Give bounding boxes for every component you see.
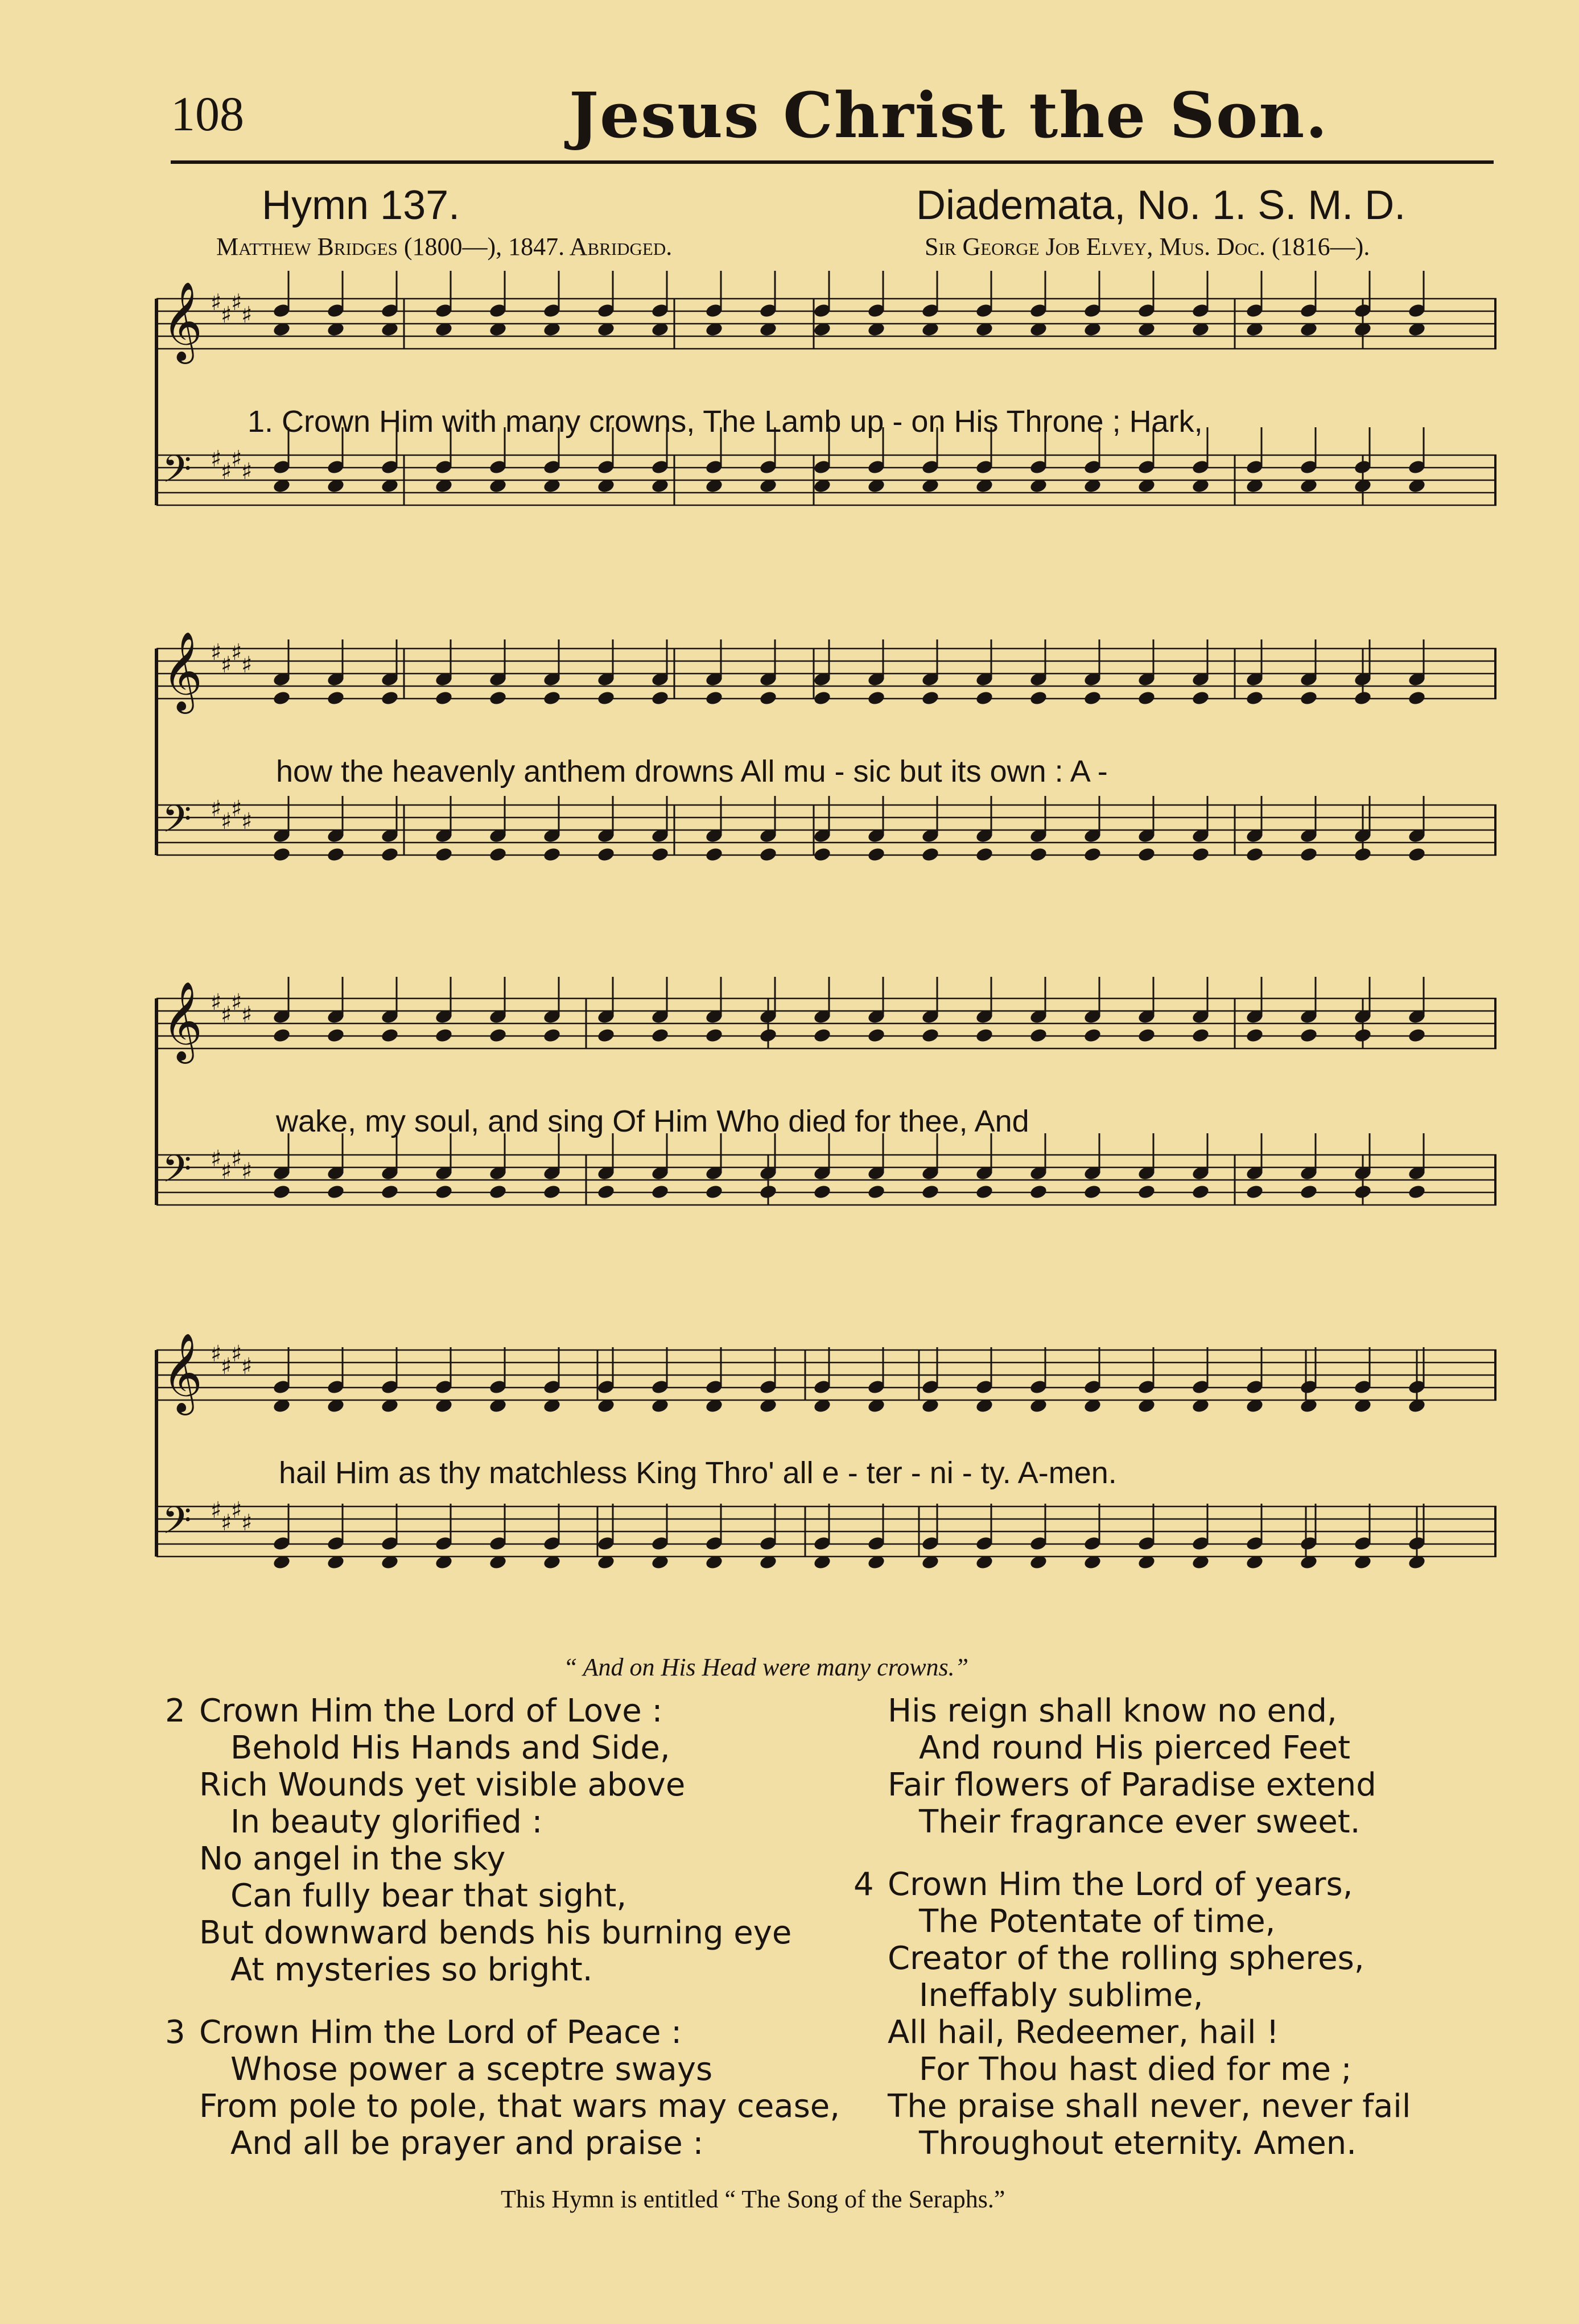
note-head [1083, 1027, 1102, 1043]
note-head [1245, 847, 1264, 862]
note-head [650, 690, 669, 706]
verse-line: Ineffably sublime, [919, 1977, 1203, 2014]
note-head [272, 847, 291, 862]
sharp-icon: ♯ [221, 1158, 232, 1184]
sharp-icon: ♯ [221, 652, 232, 678]
note-head [1137, 1184, 1156, 1200]
footer-note: This Hymn is entitled “ The Song of the Seraphs.” [501, 2185, 1005, 2213]
note-head [542, 1184, 561, 1200]
note-head [1353, 1027, 1372, 1043]
note-head [1083, 1184, 1102, 1200]
bass-clef-icon: 𝄢 [162, 797, 192, 850]
verse-line: At mysteries so bright. [230, 1951, 593, 1988]
note-head [650, 847, 669, 862]
treble-clef-icon: 𝄞 [162, 1333, 203, 1412]
note-head [975, 1027, 993, 1043]
sharp-icon: ♯ [231, 446, 242, 472]
note-head [813, 1027, 831, 1043]
scripture-caption: “ And on His Head were many crowns.” [563, 1653, 969, 1681]
note-head [1191, 1184, 1210, 1200]
note-head [704, 690, 723, 706]
verse-4 [854, 1866, 1411, 2162]
note-head [758, 847, 777, 862]
note-head [380, 847, 399, 862]
page-number: 108 [171, 86, 244, 141]
note-head [272, 1027, 291, 1043]
sharp-icon: ♯ [231, 1146, 242, 1172]
verse-line: And round His pierced Feet [919, 1729, 1351, 1766]
note-head [434, 1184, 453, 1200]
bass-clef-icon: 𝄢 [162, 447, 192, 500]
note-head [1299, 847, 1318, 862]
sharp-icon: ♯ [221, 1002, 232, 1028]
verse-number: 3 [165, 2014, 185, 2051]
note-head [380, 1184, 399, 1200]
sharp-icon: ♯ [211, 989, 222, 1016]
note-head [1299, 1027, 1318, 1043]
note-head [542, 1027, 561, 1043]
note-head [921, 847, 939, 862]
sharp-icon: ♯ [211, 446, 222, 472]
verse-line: Creator of the rolling spheres, [888, 1940, 1364, 1977]
note-head [758, 690, 777, 706]
note-head [975, 1184, 993, 1200]
verse-line: Their fragrance ever sweet. [919, 1803, 1361, 1840]
sharp-icon: ♯ [221, 302, 232, 328]
sharp-icon: ♯ [241, 1158, 253, 1184]
verse-line: All hail, Redeemer, hail ! [888, 2014, 1279, 2051]
note-head [1299, 1184, 1318, 1200]
verse-line: Crown Him the Lord of Love : [199, 1693, 663, 1729]
verse-line: Fair flowers of Paradise extend [888, 1766, 1376, 1803]
verse-line: Crown Him the Lord of Peace : [199, 2014, 682, 2051]
note-head [1191, 690, 1210, 706]
sharp-icon: ♯ [211, 1341, 222, 1367]
note-head [596, 847, 615, 862]
note-head [1029, 1027, 1048, 1043]
note-head [1083, 847, 1102, 862]
sharp-icon: ♯ [241, 652, 253, 678]
note-head [1245, 1027, 1264, 1043]
verse-line: The praise shall never, never fail [888, 2088, 1411, 2125]
note-head [1353, 1184, 1372, 1200]
bass-clef-icon: 𝄢 [162, 1147, 192, 1200]
note-head [326, 847, 345, 862]
note-head [434, 1027, 453, 1043]
hymn-number: Hymn 137. [262, 183, 460, 228]
note-head [1083, 690, 1102, 706]
note-head [1137, 1027, 1156, 1043]
note-head [1137, 847, 1156, 862]
note-head [596, 1184, 615, 1200]
sharp-icon: ♯ [241, 302, 253, 328]
note-head [650, 1027, 669, 1043]
note-head [596, 1027, 615, 1043]
tune-name: Diademata, No. 1. S. M. D. [916, 183, 1406, 228]
note-head [704, 1027, 723, 1043]
verse-line: For Thou hast died for me ; [919, 2051, 1352, 2088]
verse-line: Throughout eternity. Amen. [919, 2125, 1357, 2162]
note-head [867, 1184, 885, 1200]
header-rule [171, 160, 1494, 164]
verse-3-continued [888, 1693, 1376, 1840]
verse-line: Behold His Hands and Side, [230, 1729, 670, 1766]
note-head [921, 690, 939, 706]
note-head [975, 690, 993, 706]
verse-line: Can fully bear that sight, [230, 1877, 627, 1914]
treble-clef-icon: 𝄞 [162, 282, 203, 361]
sharp-icon: ♯ [211, 1146, 222, 1172]
note-head [326, 1027, 345, 1043]
bass-clef-icon: 𝄢 [162, 1499, 192, 1551]
note-head [1407, 690, 1426, 706]
note-head [326, 690, 345, 706]
note-head [488, 847, 507, 862]
verse-line: His reign shall know no end, [888, 1693, 1337, 1729]
note-head [921, 1027, 939, 1043]
note-head [596, 690, 615, 706]
note-head [488, 690, 507, 706]
verse-line: Rich Wounds yet visible above [199, 1766, 686, 1803]
note-head [813, 1184, 831, 1200]
note-head [542, 847, 561, 862]
sharp-icon: ♯ [231, 639, 242, 666]
verse-line: The Potentate of time, [919, 1903, 1276, 1940]
note-head [272, 1184, 291, 1200]
note-head [1407, 847, 1426, 862]
note-head [1029, 847, 1048, 862]
note-head [704, 847, 723, 862]
note-head [434, 847, 453, 862]
treble-clef-icon: 𝄞 [162, 631, 203, 711]
sharp-icon: ♯ [241, 459, 253, 485]
sharp-icon: ♯ [231, 989, 242, 1016]
note-head [326, 1184, 345, 1200]
note-head [1191, 1027, 1210, 1043]
tune-composer: Sir George Job Elvey, Mus. Doc. (1816—). [925, 233, 1370, 261]
note-head [1245, 1184, 1264, 1200]
note-head [1353, 847, 1372, 862]
sharp-icon: ♯ [241, 1510, 253, 1536]
note-head [1029, 1184, 1048, 1200]
sharp-icon: ♯ [221, 1510, 232, 1536]
treble-clef-icon: 𝄞 [162, 981, 203, 1060]
sharp-icon: ♯ [221, 808, 232, 835]
note-head [1299, 690, 1318, 706]
note-head [1029, 690, 1048, 706]
note-head [704, 1184, 723, 1200]
verse-line: And all be prayer and praise : [230, 2125, 704, 2162]
sharp-icon: ♯ [231, 1497, 242, 1524]
verse-line: But downward bends his burning eye [199, 1914, 792, 1951]
verse-line: From pole to pole, that wars may cease, [199, 2088, 840, 2125]
hymn-author: Matthew Bridges (1800—), 1847. Abridged. [216, 233, 673, 261]
sharp-icon: ♯ [211, 639, 222, 666]
sharp-icon: ♯ [211, 290, 222, 316]
note-head [813, 690, 831, 706]
lyric-line-4: hail Him as thy matchless King Thro' all e - ter - ni - ty. A-men. [279, 1456, 1117, 1490]
music-score [142, 267, 1496, 1644]
note-head [272, 690, 291, 706]
lyric-line-3: wake, my soul, and sing Of Him Who died for thee, And [276, 1104, 1029, 1138]
note-head [758, 1027, 777, 1043]
verse-line: No angel in the sky [199, 1840, 506, 1877]
note-head [1353, 690, 1372, 706]
note-head [1245, 690, 1264, 706]
verse-3 [165, 2014, 840, 2162]
verse-2 [165, 1693, 792, 1988]
note-head [380, 690, 399, 706]
note-head [758, 1184, 777, 1200]
note-head [1407, 1027, 1426, 1043]
sharp-icon: ♯ [241, 808, 253, 835]
lyric-line-1: 1. Crown Him with many crowns, The Lamb up - on His Throne ; Hark, [248, 404, 1203, 439]
sharp-icon: ♯ [231, 1341, 242, 1367]
sharp-icon: ♯ [211, 796, 222, 822]
note-head [488, 1184, 507, 1200]
verse-number: 2 [165, 1693, 185, 1729]
verse-line: Crown Him the Lord of years, [888, 1866, 1353, 1903]
note-head [650, 1184, 669, 1200]
sharp-icon: ♯ [231, 290, 242, 316]
note-head [542, 690, 561, 706]
note-head [813, 847, 831, 862]
note-head [488, 1027, 507, 1043]
verse-line: In beauty glorified : [230, 1803, 543, 1840]
note-head [921, 1184, 939, 1200]
sharp-icon: ♯ [241, 1353, 253, 1380]
note-head [380, 1027, 399, 1043]
sharp-icon: ♯ [241, 1002, 253, 1028]
sharp-icon: ♯ [221, 459, 232, 485]
note-head [1137, 690, 1156, 706]
note-head [867, 1027, 885, 1043]
note-head [867, 847, 885, 862]
running-title: Jesus Christ the Son. [569, 79, 1329, 152]
note-head [1191, 847, 1210, 862]
note-head [434, 690, 453, 706]
verse-line: Whose power a sceptre sways [230, 2051, 713, 2088]
note-head [975, 847, 993, 862]
note-head [867, 690, 885, 706]
verse-number: 4 [854, 1866, 874, 1903]
sharp-icon: ♯ [221, 1353, 232, 1380]
sharp-icon: ♯ [231, 796, 242, 822]
lyric-line-2: how the heavenly anthem drowns All mu - sic but its own : A - [276, 754, 1108, 789]
sharp-icon: ♯ [211, 1497, 222, 1524]
note-head [1407, 1184, 1426, 1200]
